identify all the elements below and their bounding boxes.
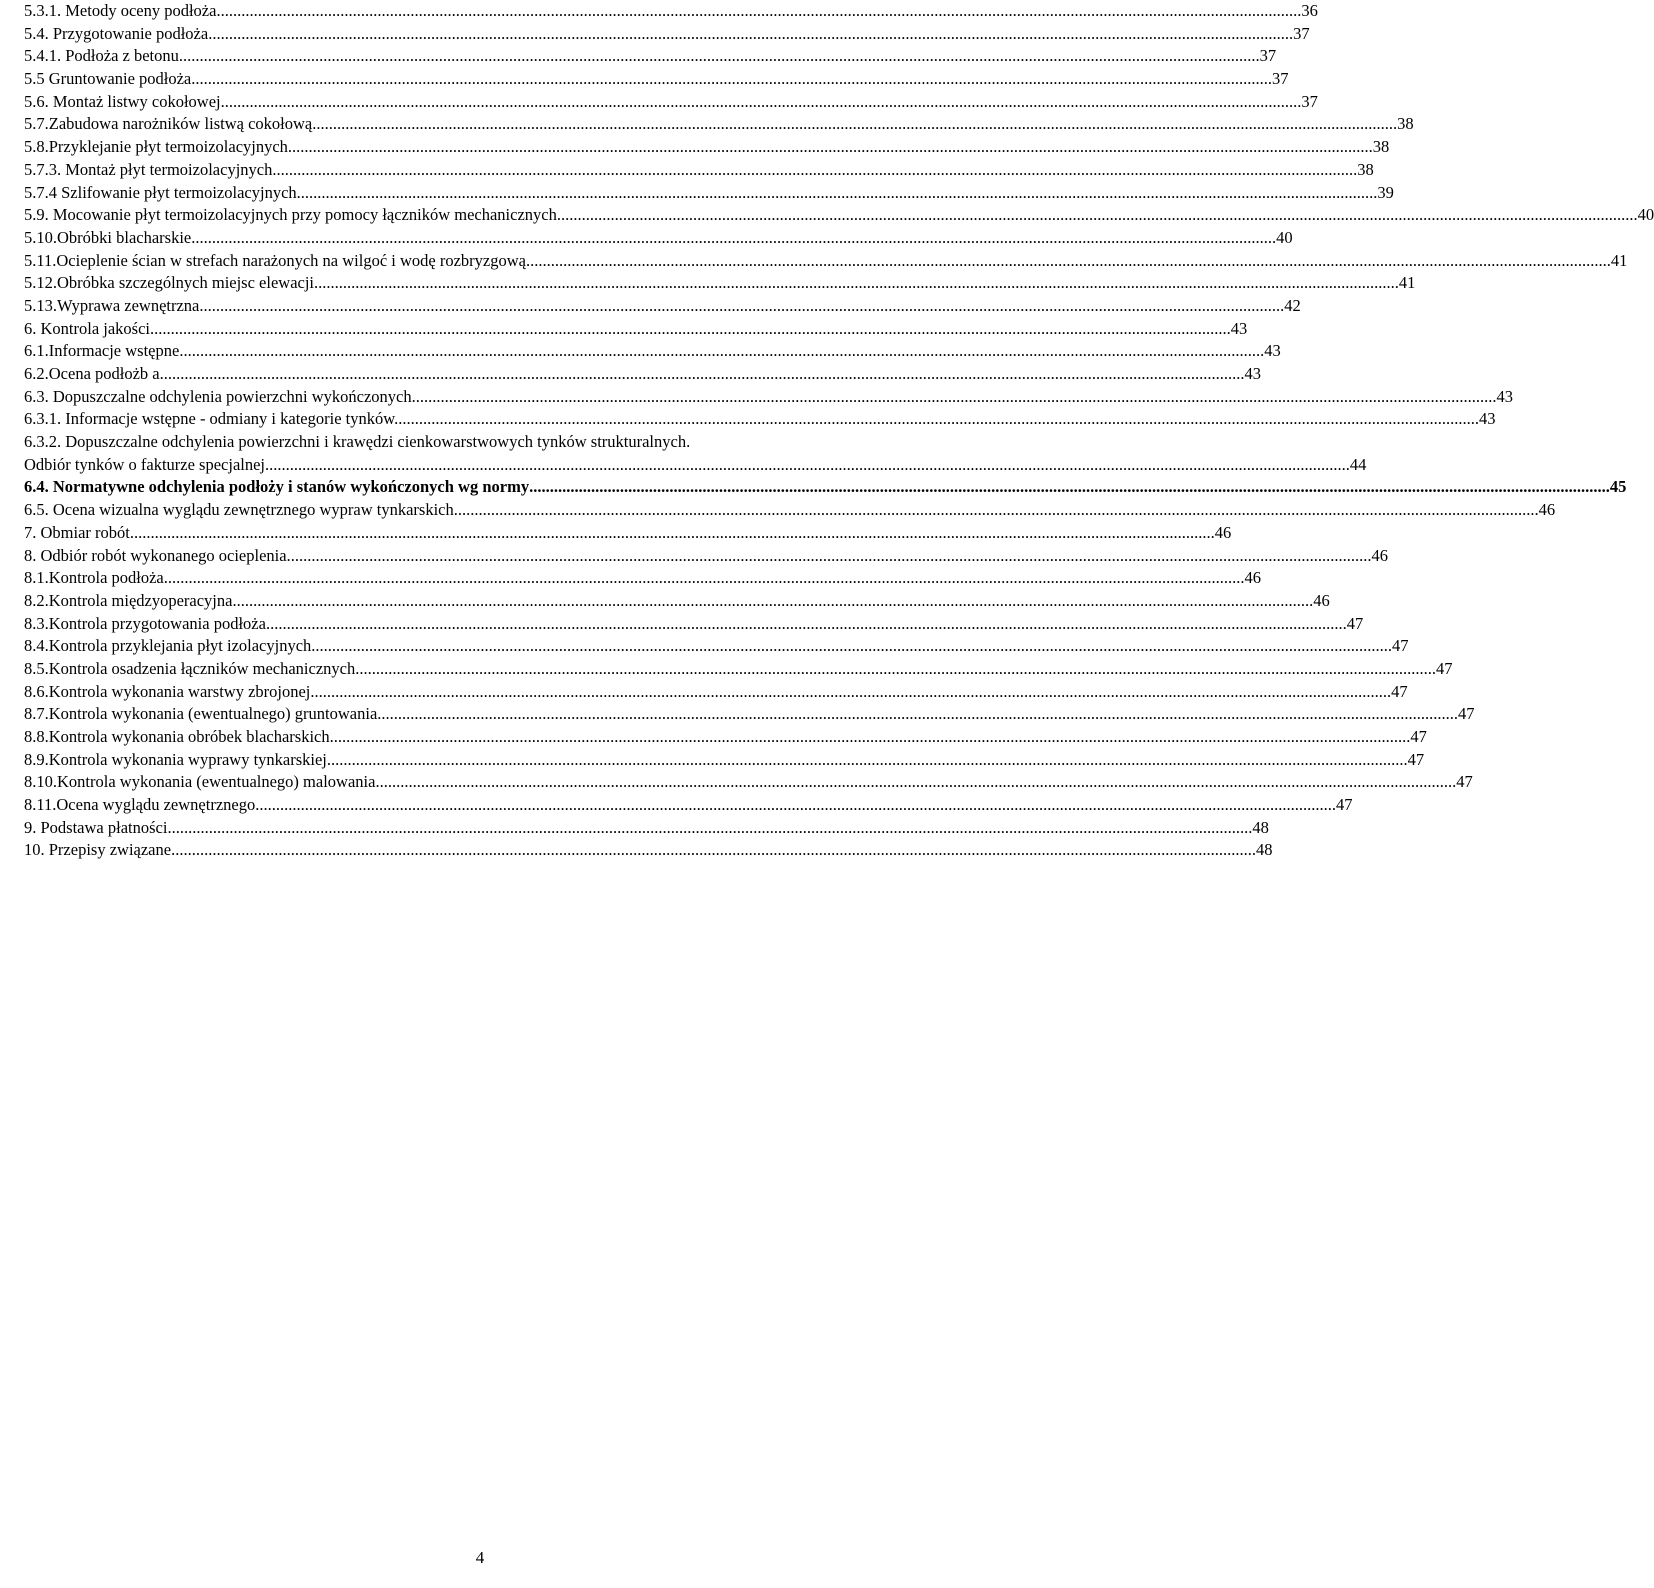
toc-entry-page: 47: [1436, 658, 1453, 678]
toc-entry-page: 43: [1230, 318, 1248, 338]
toc-entry[interactable]: [24, 726, 1427, 749]
toc-entry-page: 38: [1357, 159, 1374, 179]
toc-entry-page: 47: [1410, 727, 1427, 746]
toc-entry-title: 5.4. Przygotowanie podłoża.: [24, 23, 213, 43]
toc-entry-number: 8.2.: [24, 590, 49, 610]
toc-entry-page: 48: [1255, 840, 1273, 860]
toc-leader: [150, 318, 1231, 341]
toc-leader: [310, 681, 1391, 704]
toc-entry-page: 37: [1259, 46, 1277, 66]
toc-entry-title: Kontrola przygotowania podłoża: [48, 613, 266, 633]
toc-entry-number: 8.4.: [24, 636, 49, 656]
toc-leader: [221, 91, 1302, 114]
toc-entry-page: 41: [1398, 273, 1416, 293]
toc-entry-title: 5.7.Zabudowa narożników listwą cokołową.: [24, 114, 317, 134]
toc-leader: [327, 749, 1408, 772]
toc-leader: [291, 545, 1372, 568]
toc-leader: [255, 794, 1336, 817]
toc-entry[interactable]: [24, 340, 1281, 363]
toc-entry[interactable]: [24, 545, 1388, 568]
toc-entry[interactable]: [24, 295, 1301, 318]
toc-leader: [276, 159, 1357, 182]
toc-entry-page: 37: [1301, 91, 1318, 111]
toc-entry-wrapped-line1[interactable]: [24, 431, 949, 454]
toc-leader: [355, 658, 1436, 681]
toc-entry-title: 5.8.Przyklejanie płyt termoizolacyjnych.: [24, 137, 293, 157]
table-of-contents: [24, 0, 1654, 862]
toc-leader: [557, 204, 1638, 227]
toc-entry[interactable]: [24, 23, 1310, 46]
toc-entry-title: 8. Odbiór robót wykonanego ocieplenia.: [24, 545, 291, 565]
toc-leader: [266, 613, 1347, 636]
toc-entry-page: 39: [1377, 182, 1394, 202]
toc-entry-title: 6.1.Informacje wstępne.: [24, 341, 184, 361]
toc-entry[interactable]: [24, 45, 1277, 68]
toc-leader: [416, 386, 1497, 409]
toc-entry-title: Kontrola wykonania (ewentualnego) malowania: [57, 772, 376, 792]
toc-entry-page: 43: [1244, 364, 1261, 383]
toc-entry[interactable]: [24, 703, 1475, 726]
toc-leader: [172, 817, 1253, 840]
toc-leader: [175, 839, 1256, 862]
toc-entry-title: 9. Podstawa płatności.: [24, 817, 172, 837]
toc-entry-title: 5.7.4 Szlifowanie płyt termoizolacyjnych: [24, 182, 297, 202]
toc-entry-title: Kontrola wykonania wyprawy tynkarskiej: [48, 749, 327, 769]
toc-entry-page: 47: [1346, 613, 1364, 633]
toc-entry-title: 5.11.Ocieplenie ścian w strefach narażonych na wilgoć i wodę rozbryzgową.: [24, 250, 531, 270]
toc-entry[interactable]: [24, 522, 1232, 545]
toc-leader: [377, 703, 1458, 726]
toc-entry-title: 6.3. Dopuszczalne odchylenia powierzchni wykończonych.: [24, 386, 416, 406]
toc-entry-number: 8.10.: [24, 772, 57, 792]
toc-entry-page: 48: [1252, 817, 1269, 837]
toc-entry-page: 40: [1276, 227, 1293, 247]
toc-entry-title: 5.10.Obróbki blacharskie.: [24, 227, 196, 247]
toc-entry-title: Kontrola podłoża: [48, 568, 164, 588]
toc-entry-title: 5.6. Montaż listwy cokołowej: [24, 91, 221, 111]
toc-entry[interactable]: [24, 113, 1414, 136]
toc-leader: [316, 113, 1397, 136]
toc-entry-number: 8.5.: [24, 658, 49, 678]
toc-entry[interactable]: [24, 182, 1394, 205]
toc-leader: [221, 0, 1302, 23]
toc-entry-page: 47: [1458, 704, 1475, 724]
toc-leader: [232, 590, 1313, 613]
toc-entry-title: 5.5 Gruntowanie podłoża: [24, 69, 192, 89]
toc-entry-title: 6.3.1. Informacje wstępne - odmiany i kategorie tynków.: [24, 409, 399, 429]
toc-leader: [530, 250, 1611, 273]
toc-entry[interactable]: [24, 499, 1556, 522]
toc-entry-page: 38: [1397, 114, 1414, 134]
toc-entry-title: 5.7.3. Montaż płyt termoizolacyjnych.: [24, 159, 277, 179]
toc-entry-page: 38: [1372, 137, 1390, 157]
toc-entry-title: 5.13.Wyprawa zewnętrzna.: [24, 295, 204, 315]
toc-leader: [212, 23, 1293, 46]
toc-entry[interactable]: [24, 635, 1409, 658]
toc-entry-page: 44: [1349, 454, 1367, 474]
toc-entry-title: 6.5. Ocena wizualna wyglądu zewnętrznego wypraw tynkarskich.: [24, 500, 458, 520]
toc-entry[interactable]: [24, 159, 1374, 182]
toc-entry[interactable]: [24, 363, 1261, 386]
toc-entry-page: 47: [1456, 772, 1473, 792]
toc-entry-title: Kontrola wykonania (ewentualnego) gruntowania: [48, 704, 378, 724]
toc-entry-number: 8.9.: [24, 749, 49, 769]
toc-entry-page: 46: [1538, 500, 1556, 520]
toc-entry-number: 8.3.: [24, 613, 49, 633]
toc-entry-title: Kontrola przyklejania płyt izolacyjnych: [48, 636, 312, 656]
toc-leader: [318, 272, 1399, 295]
toc-entry-title: Kontrola osadzenia łączników mechanicznych: [48, 658, 356, 678]
toc-entry[interactable]: [24, 136, 1390, 159]
toc-entry[interactable]: [24, 771, 1473, 794]
toc-entry-number: 8.6.: [24, 681, 49, 701]
toc-leader: [204, 295, 1285, 318]
toc-entry-page: 43: [1478, 409, 1496, 429]
toc-leader: [164, 567, 1245, 590]
toc-entry[interactable]: [24, 590, 1330, 613]
toc-entry[interactable]: [24, 386, 1513, 409]
toc-leader: [191, 68, 1272, 91]
toc-entry-title: 6.2.Ocena podłożb a.: [24, 364, 164, 383]
toc-entry-title: 5.3.1. Metody oceny podłoża.: [24, 1, 221, 20]
toc-entry-page: 41: [1610, 250, 1628, 270]
toc-entry-page: 42: [1284, 295, 1301, 315]
toc-entry-page: 36: [1301, 1, 1318, 20]
toc-entry-page: 37: [1293, 23, 1310, 43]
toc-entry-page: 46: [1244, 568, 1262, 588]
toc-entry-wrapped-line2[interactable]: [24, 454, 1367, 477]
toc-entry[interactable]: [24, 681, 1408, 704]
toc-entry[interactable]: [24, 250, 1628, 273]
toc-entry-title: Kontrola międzyoperacyjna: [48, 590, 233, 610]
toc-entry[interactable]: [24, 408, 1496, 431]
toc-entry[interactable]: [24, 658, 1453, 681]
toc-entry-page: 40: [1637, 205, 1654, 225]
toc-entry[interactable]: [24, 567, 1262, 590]
toc-entry-page: 47: [1335, 795, 1353, 815]
toc-entry-title: 5.12.Obróbka szczególnych miejsc elewacji.: [24, 273, 319, 293]
toc-entry-number: 8.8.: [24, 727, 49, 746]
toc-entry-title: 10. Przepisy związane.: [24, 840, 176, 860]
toc-leader: [398, 408, 1479, 431]
toc-entry[interactable]: [24, 817, 1269, 840]
toc-entry[interactable]: [24, 272, 1416, 295]
toc-leader: [134, 522, 1215, 545]
toc-entry-number: 8.1.: [24, 568, 49, 588]
toc-entry-page: 45: [1609, 477, 1627, 497]
toc-entry-title: 5.4.1. Podłoża z betonu: [24, 46, 179, 66]
toc-leader: [269, 454, 1350, 477]
toc-leader: [529, 476, 1610, 499]
toc-entry-page: 43: [1496, 386, 1513, 406]
toc-entry[interactable]: [24, 227, 1293, 250]
toc-entry[interactable]: [24, 794, 1353, 817]
toc-entry-number: 8.11.: [24, 795, 57, 815]
toc-entry-title: Ocena wyglądu zewnętrznego: [56, 795, 256, 815]
page-number: 4: [475, 1548, 485, 1567]
toc-leader: [458, 499, 1539, 522]
toc-entry-page: 47: [1392, 636, 1409, 656]
toc-entry[interactable]: [24, 613, 1364, 636]
toc-entry-page: 46: [1214, 522, 1232, 542]
toc-entry[interactable]: [24, 318, 1248, 341]
toc-leader: [292, 136, 1373, 159]
toc-entry-title-continued: Odbiór tynków o fakturze specjalnej.: [24, 454, 270, 474]
toc-entry-title: 6. Kontrola jakości: [24, 318, 151, 338]
toc-entry[interactable]: [24, 749, 1425, 772]
toc-entry-page: 37: [1272, 69, 1289, 89]
toc-leader: [183, 340, 1264, 363]
toc-entry-title: Kontrola wykonania warstwy zbrojonej: [48, 681, 311, 701]
toc-entry-page: 46: [1371, 545, 1388, 565]
toc-entry-page: 43: [1264, 341, 1281, 361]
toc-leader: [330, 726, 1411, 749]
toc-leader: [164, 363, 1245, 386]
toc-entry-title: Kontrola wykonania obróbek blacharskich: [48, 727, 330, 746]
toc-entry-number: 8.7.: [24, 704, 49, 724]
toc-entry[interactable]: [24, 204, 1654, 227]
toc-entry[interactable]: [24, 68, 1289, 91]
toc-entry-bold[interactable]: [24, 476, 1627, 499]
toc-entry[interactable]: [24, 91, 1318, 114]
toc-leader: [179, 45, 1260, 68]
toc-entry-page: 47: [1407, 749, 1425, 769]
toc-entry[interactable]: [24, 839, 1273, 862]
toc-leader: [375, 771, 1456, 794]
toc-leader: [311, 635, 1392, 658]
toc-entry-title: 7. Obmiar robót.: [24, 522, 134, 542]
toc-entry[interactable]: [24, 0, 1318, 23]
toc-entry-page: 46: [1313, 590, 1330, 610]
toc-entry-page: 47: [1391, 681, 1408, 701]
toc-entry-title: 5.9. Mocowanie płyt termoizolacyjnych przy pomocy łączników mechanicznych: [24, 205, 557, 225]
toc-leader: [297, 182, 1378, 205]
toc-leader: [195, 227, 1276, 250]
toc-entry-title: 6.4. Normatywne odchylenia podłoży i stanów wykończonych wg normy: [24, 477, 530, 497]
toc-entry-title: 6.3.2. Dopuszczalne odchylenia powierzchni i krawędzi cienkowarstwowych tynków strukturalnych.: [24, 432, 691, 452]
